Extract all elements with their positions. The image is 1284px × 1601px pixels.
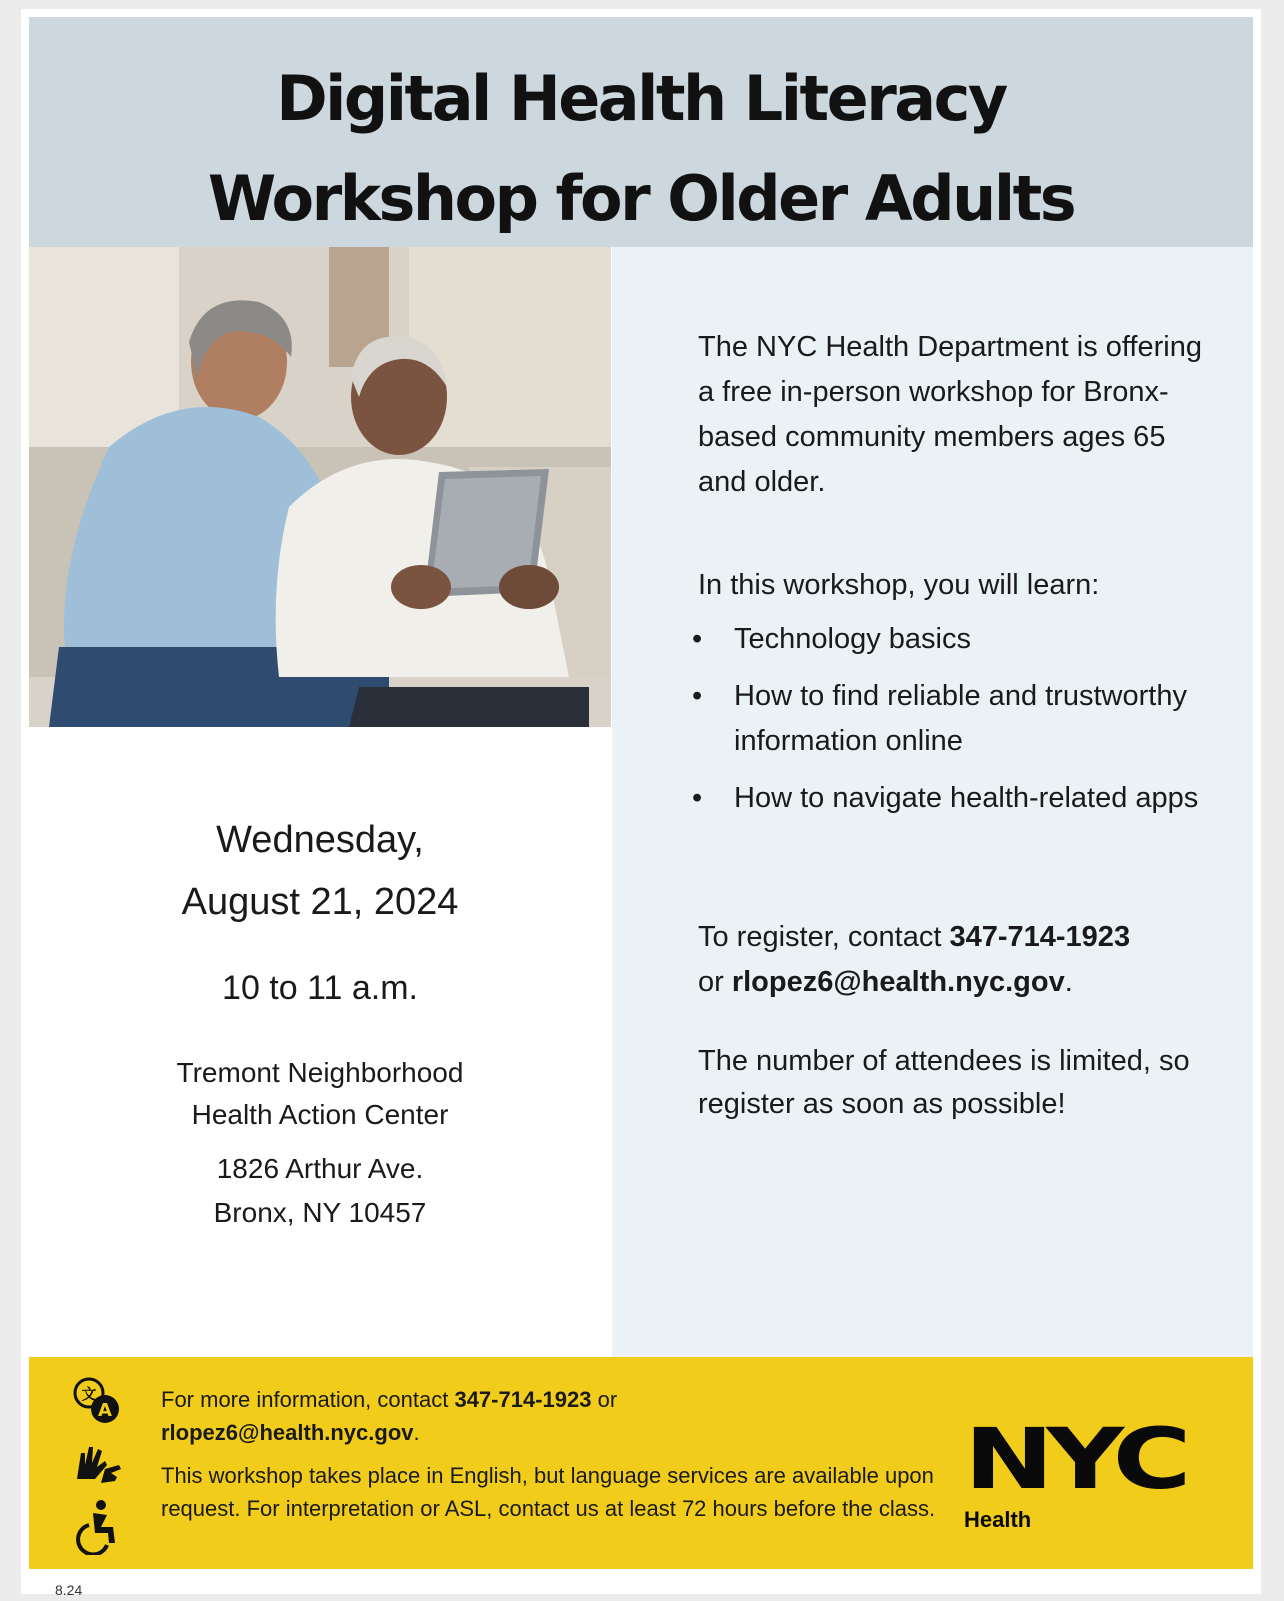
list-item [692,674,1232,764]
list-item-text: How to navigate health-related apps [734,782,1199,814]
title-band [29,17,1253,247]
register-prefix: To register, contact [698,921,950,953]
nyc-health-logo [964,1410,1194,1533]
sign-language-icon [71,1439,123,1487]
footer-band [29,1357,1253,1569]
page-title [29,49,1253,249]
language-services-icon [71,1375,123,1427]
venue-line-2: Health Action Center [191,1099,449,1130]
list-item-text: How to find reliable and trustworthy information online [734,680,1187,757]
event-time: 10 to 11 a.m. [222,969,418,1007]
footer-phone-link[interactable]: 347-714-1923 [454,1387,592,1412]
learning-list [692,617,1232,833]
limited-note: The number of attendees is limited, so register as soon as possible! [698,1045,1190,1120]
list-item-text: Technology basics [734,623,971,655]
event-date [29,809,611,933]
list-item [692,776,1232,821]
logo-word: NYC [964,1410,1184,1508]
register-or: or [698,966,732,998]
accessibility-icon [71,1499,123,1555]
accessibility-icons [71,1375,123,1567]
venue-line-1: Tremont Neighborhood [176,1057,464,1088]
footer-text [161,1383,961,1525]
bullet-icon: • [692,680,703,712]
learn-heading: In this workshop, you will learn: [698,569,1100,601]
event-date-value: August 21, 2024 [181,881,459,923]
footer-contact [161,1383,961,1449]
register-email-link[interactable]: rlopez6@health.nyc.gov [731,966,1065,998]
footer-contact-suffix: . [413,1420,420,1445]
older-couple-with-tablet-photo [29,247,611,727]
footer-email-link[interactable]: rlopez6@health.nyc.gov [161,1420,414,1445]
address-line-1: 1826 Arthur Ave. [216,1153,424,1184]
title-line-1: Digital Health Literacy [276,62,1006,135]
flyer [21,9,1261,1598]
footnote-code: 8.24 [55,1582,83,1598]
list-item [692,617,1232,662]
event-venue [29,1052,611,1136]
logo-subtitle: Health [964,1507,1032,1532]
intro-text: The NYC Health Department is offering a free in-person workshop for Bronx-based community members ages 65 and older. [698,331,1202,498]
description-panel [612,247,1253,1357]
event-day: Wednesday, [216,819,424,861]
svg-text:文: 文 [81,1385,97,1403]
register-suffix: . [1064,966,1073,998]
register-phone-link[interactable]: 347-714-1923 [949,921,1131,953]
svg-text:A: A [98,1400,112,1421]
event-address [29,1147,611,1235]
address-line-2: Bronx, NY 10457 [213,1197,427,1228]
language-note: This workshop takes place in English, but language services are available upon request. For interpretation or ASL, contact us at least 72 hours before the class. [161,1463,936,1521]
title-line-2: Workshop for Older Adults [207,162,1075,235]
footer-contact-prefix: For more information, contact [161,1387,455,1412]
bullet-icon: • [692,782,703,814]
bullet-icon: • [692,623,703,655]
footer-contact-or: or [591,1387,618,1412]
register-text [698,915,1218,1005]
